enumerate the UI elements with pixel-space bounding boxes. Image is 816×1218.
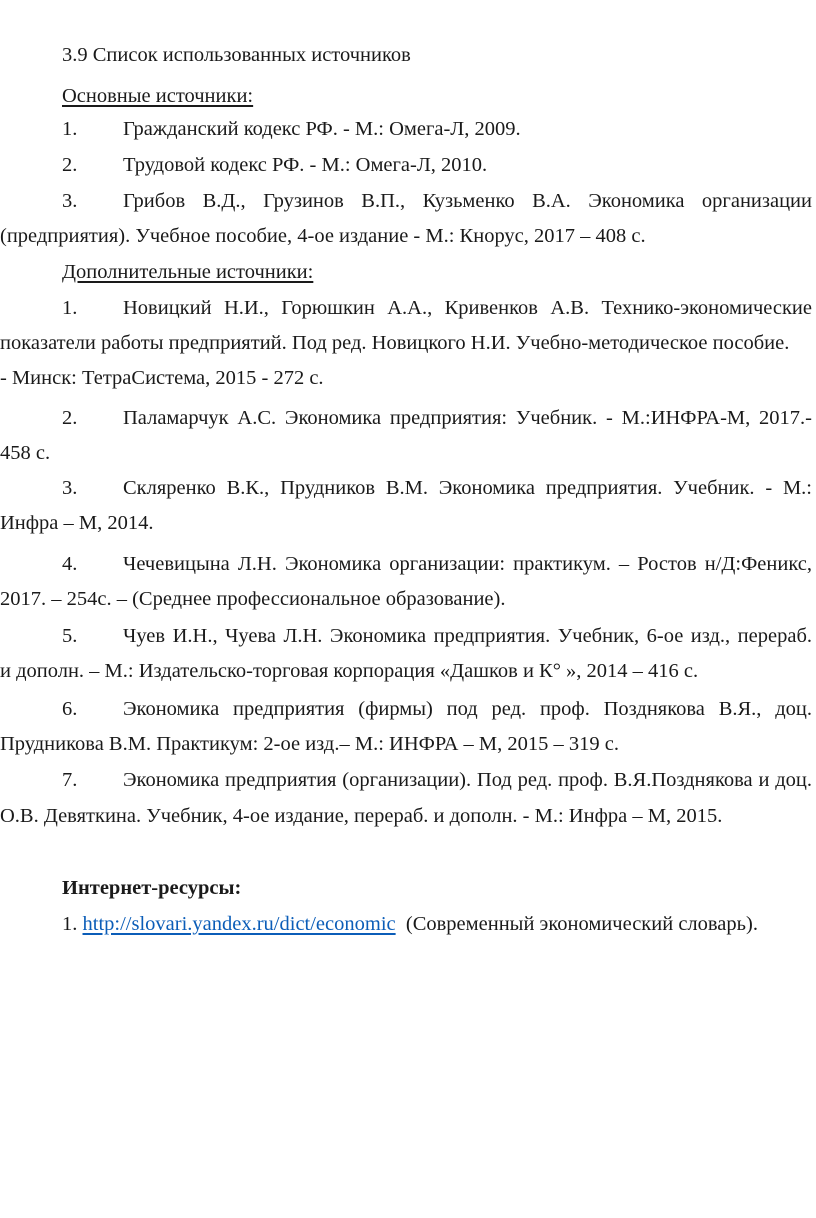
item-number: 3. xyxy=(62,190,78,212)
item-text: Трудовой кодекс РФ. - М.: Омега-Л, 2010. xyxy=(123,154,488,176)
item-text: Паламарчук А.С. Экономика предприятия: Учебник. - М.:ИНФРА-М, 2017.- xyxy=(123,407,812,429)
item-text-continued: - Минск: ТетраСистема, 2015 - 272 с. xyxy=(0,367,324,389)
item-text-continued: (предприятия). Учебное пособие, 4-ое издание - М.: Кнорус, 2017 – 408 с. xyxy=(0,225,646,247)
item-text-continued: показатели работы предприятий. Под ред. Новицкого Н.И. Учебно-методическое пособие. xyxy=(0,332,790,354)
item-text: Экономика предприятия (организации). Под ред. проф. В.Я.Позднякова и доц. xyxy=(123,769,812,791)
item-text: Грибов В.Д., Грузинов В.П., Кузьменко В.А. Экономика организации xyxy=(123,190,812,212)
economic-dictionary-link[interactable]: http://slovari.yandex.ru/dict/economic xyxy=(82,913,396,935)
item-number: 3. xyxy=(62,477,78,499)
extra-sources-label: Дополнительные источники: xyxy=(62,261,314,283)
item-number: 2. xyxy=(62,407,78,429)
item-number: 5. xyxy=(62,625,78,647)
page-title: 3.9 Список использованных источников xyxy=(62,44,411,66)
item-number: 6. xyxy=(62,698,78,720)
item-number: 4. xyxy=(62,553,78,575)
internet-resource-item xyxy=(62,912,758,936)
item-text: Экономика предприятия (фирмы) под ред. проф. Позднякова В.Я., доц. xyxy=(123,698,812,720)
item-text: Чечевицына Л.Н. Экономика организации: практикум. – Ростов н/Д:Феникс, xyxy=(123,553,812,575)
item-number: 2. xyxy=(62,154,78,176)
item-number: 7. xyxy=(62,769,78,791)
link-description: (Современный экономический словарь). xyxy=(405,913,758,935)
item-text-continued: О.В. Девяткина. Учебник, 4-ое издание, перераб. и дополн. - М.: Инфра – М, 2015. xyxy=(0,805,723,827)
main-sources-label: Основные источники: xyxy=(62,85,254,107)
item-number: 1. xyxy=(62,913,78,935)
item-text-continued: и дополн. – М.: Издательско-торговая корпорация «Дашков и К° », 2014 – 416 с. xyxy=(0,660,699,682)
item-text-continued: 458 с. xyxy=(0,442,51,464)
item-number: 1. xyxy=(62,297,78,319)
item-text: Чуев И.Н., Чуева Л.Н. Экономика предприятия. Учебник, 6-ое изд., перераб. xyxy=(123,625,812,647)
item-text-continued: 2017. – 254с. – (Среднее профессиональное образование). xyxy=(0,588,506,610)
item-number: 1. xyxy=(62,118,78,140)
item-text-continued: Прудникова В.М. Практикум: 2-ое изд.– М.: ИНФРА – М, 2015 – 319 с. xyxy=(0,733,619,755)
item-text: Гражданский кодекс РФ. - М.: Омега-Л, 2009. xyxy=(123,118,521,140)
item-text: Скляренко В.К., Прудников В.М. Экономика предприятия. Учебник. - М.: xyxy=(123,477,812,499)
item-text: Новицкий Н.И., Горюшкин А.А., Кривенков А.В. Технико-экономические xyxy=(123,297,812,319)
internet-resources-label: Интернет-ресурсы: xyxy=(62,877,242,899)
item-text-continued: Инфра – М, 2014. xyxy=(0,512,154,534)
